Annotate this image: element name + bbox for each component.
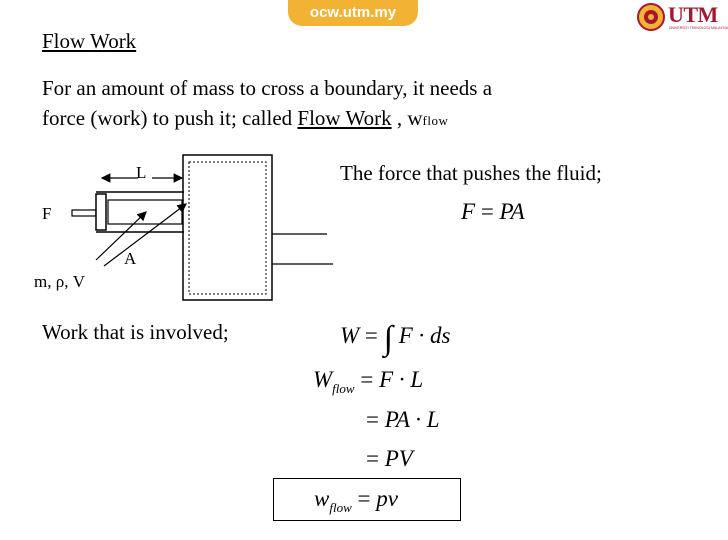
logo-text: UTM (668, 2, 718, 27)
flow-work-term: Flow Work (297, 106, 392, 130)
work-integral-equation: W = ∫ F · ds (340, 320, 451, 357)
site-url-label: ocw.utm.my (309, 4, 397, 21)
intro-line-2-symbol: , w (391, 106, 423, 130)
force-equation: F = PA (461, 199, 525, 224)
pressure-area-length-equation: = PA · L (366, 407, 440, 432)
force-label: F (42, 204, 52, 223)
intro-line-2-start: force (work) to push it; called (42, 106, 298, 130)
slide-title: Flow Work (42, 29, 137, 53)
control-volume-outer (183, 155, 272, 300)
specific-flow-work-equation: $w_{flow}$ = pv (314, 486, 398, 515)
pressure-volume-equation: = PV (366, 446, 413, 471)
flow-work-force-length-equation: $W_{flow} = F \cdot L$ (313, 367, 424, 396)
force-caption: The force that pushes the fluid; (340, 161, 602, 185)
piston-head (96, 194, 106, 230)
mass-density-volume-label: m, ρ, V (34, 272, 85, 291)
work-caption: Work that is involved; (42, 320, 229, 344)
area-label: A (124, 249, 137, 268)
flow-subscript: flow (422, 113, 449, 128)
intro-line-1: For an amount of mass to cross a boundary, it needs a (42, 76, 493, 100)
logo-subtitle: UNIVERSITI TEKNOLOGI MALAYSIA (669, 26, 728, 30)
fluid-element (108, 200, 182, 224)
control-volume-inner (189, 162, 266, 294)
length-label: L (136, 163, 147, 182)
piston-rod (72, 210, 96, 216)
